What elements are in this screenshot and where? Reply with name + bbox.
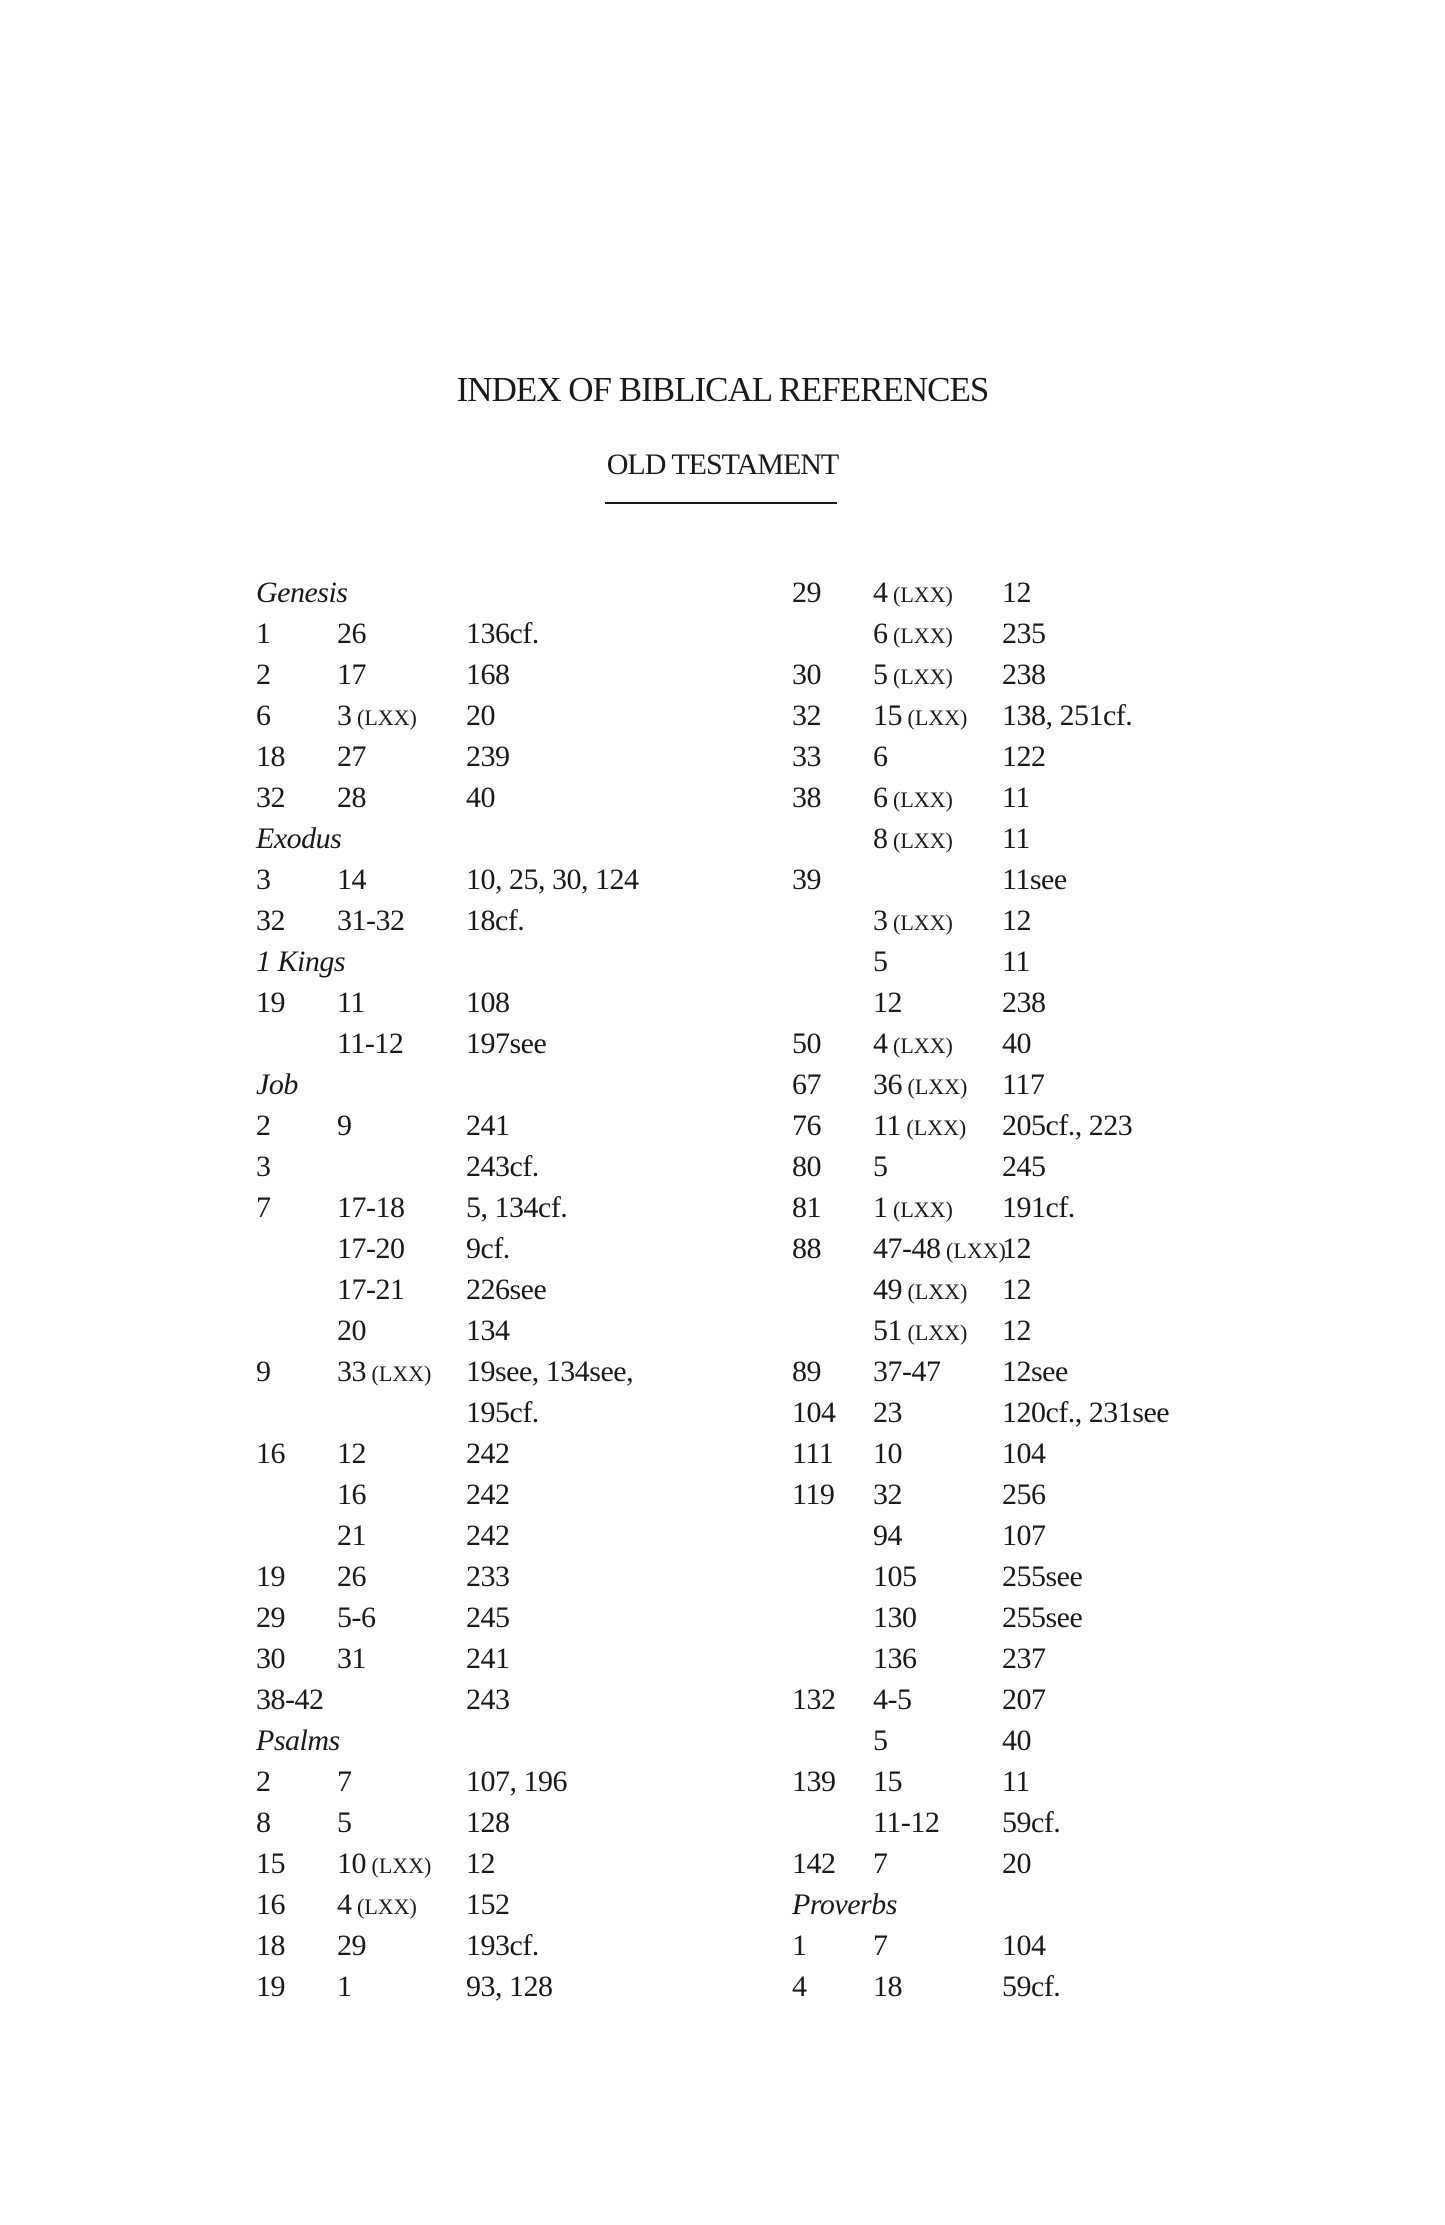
chapter-number: 39 xyxy=(792,863,821,896)
chapter-number: 142 xyxy=(792,1847,836,1880)
verse-reference: 105 xyxy=(873,1560,917,1593)
page-references: 193cf. xyxy=(466,1929,539,1962)
chapter-number: 2 xyxy=(256,658,271,691)
verse-reference: 47-48 (LXX) xyxy=(873,1232,1006,1265)
chapter-number: 30 xyxy=(792,658,821,691)
verse-reference: 10 (LXX) xyxy=(337,1847,432,1880)
page-references: 233 xyxy=(466,1560,510,1593)
page-references: 107 xyxy=(1002,1519,1046,1552)
page-references: 12see xyxy=(1002,1355,1068,1388)
verse-reference: 36 (LXX) xyxy=(873,1068,968,1101)
verse-reference: 17-18 xyxy=(337,1191,405,1224)
chapter-number: 33 xyxy=(792,740,821,773)
chapter-number: 8 xyxy=(256,1806,271,1839)
book-name: Genesis xyxy=(256,576,348,609)
page-references: 197see xyxy=(466,1027,547,1060)
section-divider xyxy=(605,502,837,504)
lxx-marker: (LXX) xyxy=(902,705,968,730)
verse-reference: 31-32 xyxy=(337,904,405,937)
chapter-number: 1 xyxy=(792,1929,807,1962)
page-references: 20 xyxy=(1002,1847,1031,1880)
book-name: Exodus xyxy=(256,822,342,855)
chapter-number: 19 xyxy=(256,1560,285,1593)
chapter-number: 16 xyxy=(256,1888,285,1921)
page-references: 20 xyxy=(466,699,495,732)
page-references: 243cf. xyxy=(466,1150,539,1183)
chapter-number: 16 xyxy=(256,1437,285,1470)
chapter-number: 1 xyxy=(256,617,271,650)
lxx-marker: (LXX) xyxy=(940,1238,1006,1263)
verse-reference: 94 xyxy=(873,1519,902,1552)
page-references: 12 xyxy=(1002,1232,1031,1265)
verse-reference: 51 (LXX) xyxy=(873,1314,968,1347)
chapter-number: 139 xyxy=(792,1765,836,1798)
chapter-number: 32 xyxy=(792,699,821,732)
verse-reference: 6 (LXX) xyxy=(873,617,953,650)
verse-reference: 5 xyxy=(873,1724,888,1757)
page-references: 93, 128 xyxy=(466,1970,553,2003)
page-references: 256 xyxy=(1002,1478,1046,1511)
page-references: 59cf. xyxy=(1002,1806,1061,1839)
chapter-number: 80 xyxy=(792,1150,821,1183)
page-references: 237 xyxy=(1002,1642,1046,1675)
book-name: 1 Kings xyxy=(256,945,346,978)
verse-reference: 37-47 xyxy=(873,1355,941,1388)
verse-reference: 5 xyxy=(337,1806,352,1839)
verse-reference: 12 xyxy=(873,986,902,1019)
verse-reference: 4 (LXX) xyxy=(337,1888,417,1921)
verse-reference: 31 xyxy=(337,1642,366,1675)
verse-reference: 11-12 xyxy=(873,1806,940,1839)
verse-reference: 14 xyxy=(337,863,366,896)
chapter-number: 89 xyxy=(792,1355,821,1388)
verse-reference: 6 xyxy=(873,740,888,773)
page-references: 245 xyxy=(466,1601,510,1634)
lxx-marker: (LXX) xyxy=(887,664,953,689)
verse-reference: 5-6 xyxy=(337,1601,376,1634)
chapter-number: 2 xyxy=(256,1765,271,1798)
page-references: 11 xyxy=(1002,822,1030,855)
chapter-number: 67 xyxy=(792,1068,821,1101)
page-references: 40 xyxy=(1002,1724,1031,1757)
chapter-number: 3 xyxy=(256,863,271,896)
page-references: 12 xyxy=(466,1847,495,1880)
verse-reference: 136 xyxy=(873,1642,917,1675)
section-title: OLD TESTAMENT xyxy=(606,448,839,481)
verse-reference: 18 xyxy=(873,1970,902,2003)
verse-reference: 17-20 xyxy=(337,1232,405,1265)
lxx-marker: (LXX) xyxy=(887,1197,953,1222)
page-references: 207 xyxy=(1002,1683,1046,1716)
lxx-marker: (LXX) xyxy=(887,787,953,812)
page-references: 242 xyxy=(466,1437,510,1470)
verse-reference: 7 xyxy=(873,1847,888,1880)
page-references: 242 xyxy=(466,1519,510,1552)
page-references: 255see xyxy=(1002,1601,1083,1634)
lxx-marker: (LXX) xyxy=(900,1115,967,1140)
verse-reference: 4-5 xyxy=(873,1683,912,1716)
page-references: 138, 251cf. xyxy=(1002,699,1133,732)
page-references: 12 xyxy=(1002,576,1031,609)
verse-reference: 3 (LXX) xyxy=(337,699,417,732)
page-references: 242 xyxy=(466,1478,510,1511)
page-references: 238 xyxy=(1002,658,1046,691)
page-references: 128 xyxy=(466,1806,510,1839)
verse-reference: 17-21 xyxy=(337,1273,405,1306)
chapter-number: 7 xyxy=(256,1191,271,1224)
verse-reference: 130 xyxy=(873,1601,917,1634)
verse-reference: 29 xyxy=(337,1929,366,1962)
page-references: 238 xyxy=(1002,986,1046,1019)
verse-reference: 5 (LXX) xyxy=(873,658,953,691)
page-references: 195cf. xyxy=(466,1396,539,1429)
chapter-number: 104 xyxy=(792,1396,836,1429)
page-references: 241 xyxy=(466,1642,510,1675)
page-references: 108 xyxy=(466,986,510,1019)
page-references: 235 xyxy=(1002,617,1046,650)
page-references: 11 xyxy=(1002,945,1030,978)
book-name: Proverbs xyxy=(792,1888,897,1921)
chapter-number: 50 xyxy=(792,1027,821,1060)
page-references: 117 xyxy=(1002,1068,1045,1101)
page-references: 12 xyxy=(1002,904,1031,937)
verse-reference: 5 xyxy=(873,1150,888,1183)
lxx-marker: (LXX) xyxy=(887,828,953,853)
verse-reference: 3 (LXX) xyxy=(873,904,953,937)
page-references: 12 xyxy=(1002,1314,1031,1347)
page-references: 40 xyxy=(466,781,495,814)
page-references: 243 xyxy=(466,1683,510,1716)
page-references: 12 xyxy=(1002,1273,1031,1306)
page-references: 9cf. xyxy=(466,1232,510,1265)
lxx-marker: (LXX) xyxy=(366,1361,432,1386)
chapter-number: 111 xyxy=(792,1437,834,1470)
page-references: 104 xyxy=(1002,1929,1046,1962)
verse-reference: 11 (LXX) xyxy=(873,1109,967,1142)
lxx-marker: (LXX) xyxy=(351,705,417,730)
verse-reference: 26 xyxy=(337,1560,366,1593)
page-references: 134 xyxy=(466,1314,510,1347)
chapter-number: 30 xyxy=(256,1642,285,1675)
chapter-number: 38-42 xyxy=(256,1683,324,1716)
verse-reference: 11-12 xyxy=(337,1027,404,1060)
page-references: 40 xyxy=(1002,1027,1031,1060)
verse-reference: 33 (LXX) xyxy=(337,1355,432,1388)
page-references: 18cf. xyxy=(466,904,525,937)
verse-reference: 7 xyxy=(337,1765,352,1798)
page-references: 11 xyxy=(1002,781,1030,814)
chapter-number: 38 xyxy=(792,781,821,814)
lxx-marker: (LXX) xyxy=(351,1894,417,1919)
verse-reference: 9 xyxy=(337,1109,352,1142)
verse-reference: 5 xyxy=(873,945,888,978)
verse-reference: 16 xyxy=(337,1478,366,1511)
page-references: 205cf., 223 xyxy=(1002,1109,1133,1142)
lxx-marker: (LXX) xyxy=(366,1853,432,1878)
lxx-marker: (LXX) xyxy=(902,1074,968,1099)
verse-reference: 15 (LXX) xyxy=(873,699,968,732)
verse-reference: 28 xyxy=(337,781,366,814)
lxx-marker: (LXX) xyxy=(902,1320,968,1345)
lxx-marker: (LXX) xyxy=(887,910,953,935)
verse-reference: 4 (LXX) xyxy=(873,576,953,609)
chapter-number: 119 xyxy=(792,1478,835,1511)
page-references: 59cf. xyxy=(1002,1970,1061,2003)
verse-reference: 49 (LXX) xyxy=(873,1273,968,1306)
chapter-number: 29 xyxy=(256,1601,285,1634)
verse-reference: 10 xyxy=(873,1437,902,1470)
verse-reference: 26 xyxy=(337,617,366,650)
page-references: 255see xyxy=(1002,1560,1083,1593)
lxx-marker: (LXX) xyxy=(887,1033,953,1058)
verse-reference: 8 (LXX) xyxy=(873,822,953,855)
chapter-number: 18 xyxy=(256,740,285,773)
page-references: 107, 196 xyxy=(466,1765,567,1798)
page-references: 11see xyxy=(1002,863,1067,896)
page-references: 5, 134cf. xyxy=(466,1191,568,1224)
verse-reference: 17 xyxy=(337,658,366,691)
page-references: 239 xyxy=(466,740,510,773)
chapter-number: 4 xyxy=(792,1970,807,2003)
chapter-number: 2 xyxy=(256,1109,271,1142)
chapter-number: 29 xyxy=(792,576,821,609)
verse-reference: 6 (LXX) xyxy=(873,781,953,814)
verse-reference: 32 xyxy=(873,1478,902,1511)
page-references: 136cf. xyxy=(466,617,539,650)
chapter-number: 132 xyxy=(792,1683,836,1716)
verse-reference: 21 xyxy=(337,1519,366,1552)
page-references: 152 xyxy=(466,1888,510,1921)
page-references: 191cf. xyxy=(1002,1191,1075,1224)
chapter-number: 15 xyxy=(256,1847,285,1880)
chapter-number: 32 xyxy=(256,781,285,814)
lxx-marker: (LXX) xyxy=(887,582,953,607)
verse-reference: 27 xyxy=(337,740,366,773)
page-references: 241 xyxy=(466,1109,510,1142)
chapter-number: 81 xyxy=(792,1191,821,1224)
chapter-number: 19 xyxy=(256,986,285,1019)
chapter-number: 6 xyxy=(256,699,271,732)
chapter-number: 76 xyxy=(792,1109,821,1142)
page-references: 226see xyxy=(466,1273,547,1306)
page-references: 19see, 134see, xyxy=(466,1355,634,1388)
page-references: 168 xyxy=(466,658,510,691)
page-references: 120cf., 231see xyxy=(1002,1396,1170,1429)
book-name: Job xyxy=(256,1068,298,1101)
page-references: 104 xyxy=(1002,1437,1046,1470)
verse-reference: 12 xyxy=(337,1437,366,1470)
verse-reference: 20 xyxy=(337,1314,366,1347)
chapter-number: 32 xyxy=(256,904,285,937)
verse-reference: 7 xyxy=(873,1929,888,1962)
chapter-number: 88 xyxy=(792,1232,821,1265)
chapter-number: 19 xyxy=(256,1970,285,2003)
page-references: 122 xyxy=(1002,740,1046,773)
verse-reference: 15 xyxy=(873,1765,902,1798)
page-references: 11 xyxy=(1002,1765,1030,1798)
verse-reference: 11 xyxy=(337,986,365,1019)
page-references: 245 xyxy=(1002,1150,1046,1183)
verse-reference: 4 (LXX) xyxy=(873,1027,953,1060)
book-name: Psalms xyxy=(256,1724,340,1757)
verse-reference: 1 xyxy=(337,1970,352,2003)
verse-reference: 23 xyxy=(873,1396,902,1429)
verse-reference: 1 (LXX) xyxy=(873,1191,953,1224)
chapter-number: 18 xyxy=(256,1929,285,1962)
page-title: INDEX OF BIBLICAL REFERENCES xyxy=(456,370,989,409)
lxx-marker: (LXX) xyxy=(887,623,953,648)
chapter-number: 3 xyxy=(256,1150,271,1183)
lxx-marker: (LXX) xyxy=(902,1279,968,1304)
page-references: 10, 25, 30, 124 xyxy=(466,863,639,896)
chapter-number: 9 xyxy=(256,1355,271,1388)
